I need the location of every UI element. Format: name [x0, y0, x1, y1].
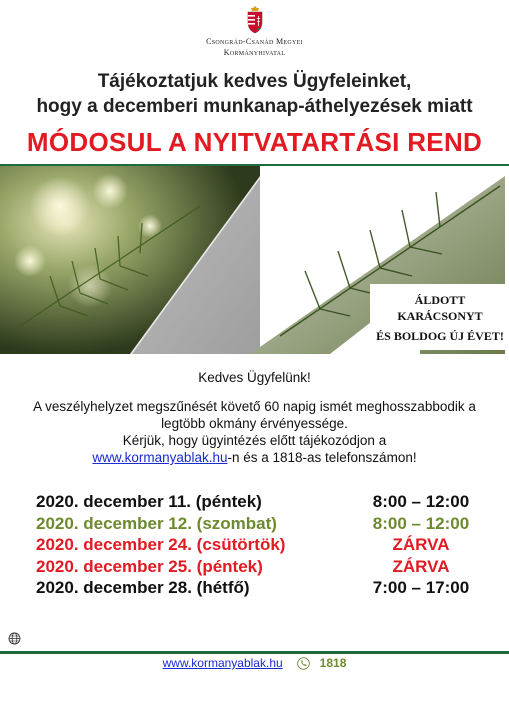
schedule-date: 2020. december 11. (péntek) [36, 492, 262, 511]
header [0, 6, 509, 58]
schedule-date: 2020. december 24. (csütörtök) [36, 535, 286, 554]
christmas-banner [0, 166, 509, 354]
kormanyablak-link[interactable]: www.kormanyablak.hu [92, 450, 228, 465]
phone-icon [297, 657, 310, 670]
banner-text-line-3: ÉS BOLDOG ÚJ ÉVET! [376, 329, 504, 343]
schedule-date: 2020. december 12. (szombat) [36, 513, 277, 533]
footer-phone-number[interactable]: 1818 [319, 656, 347, 670]
body-paragraph-1: A veszélyhelyzet megszűnését követő 60 napig ismét meghosszabbodik a legtöbb okmány érvényessége. [33, 399, 476, 431]
headline-line-2: hogy a decemberi munkanap-áthelyezések miatt [36, 96, 473, 117]
body-text [16, 398, 493, 466]
schedule-row [36, 557, 476, 579]
headline-title: MÓDOSUL A NYITVATARTÁSI REND [26, 127, 483, 157]
footer-link[interactable]: www.kormanyablak.hu [162, 656, 283, 670]
opening-hours-schedule [36, 492, 476, 600]
schedule-date: 2020. december 25. (péntek) [36, 556, 263, 576]
schedule-hours: 8:00 – 12:00 [372, 492, 470, 511]
agency-name [0, 36, 509, 58]
schedule-row [36, 535, 476, 557]
greeting: Kedves Ügyfelünk! [198, 370, 311, 385]
schedule-date: 2020. december 28. (hétfő) [36, 578, 250, 597]
body-paragraph-3: -n és a 1818-as telefonszámon! [227, 450, 417, 465]
banner-text-line-1: ÁLDOTT [414, 293, 466, 307]
coat-of-arms-icon [245, 6, 265, 34]
schedule-hours: 8:00 – 12:00 [372, 513, 470, 533]
schedule-hours: ZÁRVA [392, 535, 450, 554]
agency-line-1: Csongrád-Csanád Megyei [206, 37, 303, 46]
schedule-row [36, 492, 476, 514]
footer [0, 654, 509, 672]
schedule-row [36, 578, 476, 600]
banner-image [0, 166, 509, 354]
agency-line-2: Kormányhivatal [223, 48, 286, 57]
schedule-hours: ZÁRVA [392, 556, 450, 576]
schedule-hours: 7:00 – 17:00 [372, 578, 470, 597]
body-paragraph-2: Kérjük, hogy ügyintézés előtt tájékozódjon a [122, 433, 387, 448]
schedule-row [36, 514, 476, 536]
globe-icon [8, 632, 21, 645]
banner-text-line-2: KARÁCSONYT [397, 309, 483, 323]
headline-line-1: Tájékoztatjuk kedves Ügyfeleinket, [97, 71, 412, 92]
